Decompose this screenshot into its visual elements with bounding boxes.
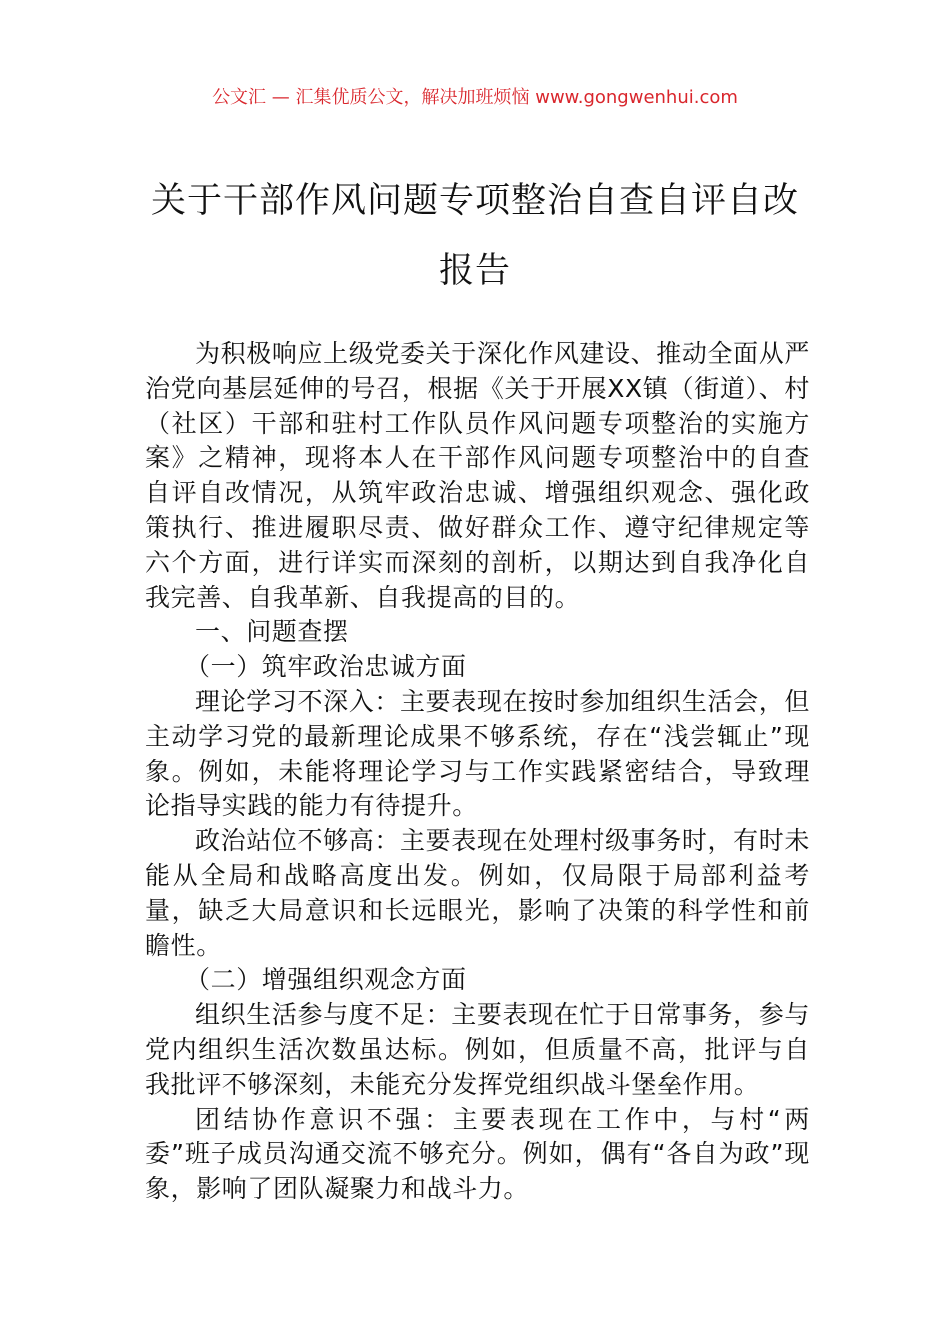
- subsection-heading-political-loyalty: （一）筑牢政治忠诚方面: [185, 652, 467, 682]
- paragraph-political-stance: 政治站位不够高：主要表现在处理村级事务时，有时未能从全局和战略高度出发。例如，仅局限于局部利益考量，缺乏大局意识和长远眼光，影响了决策的科学性和前瞻性。: [145, 826, 810, 960]
- intro-paragraph: 为积极响应上级党委关于深化作风建设、推动全面从严治党向基层延伸的号召，根据《关于开展XX镇（街道）、村（社区）干部和驻村工作队员作风问题专项整治的实施方案》之精神，现将本人在干部作风问题专项整治中的自查自评自改情况，从筑牢政治忠诚、增强组织观念、强化政策执行、推进履职尽责、做好群众工作、遵守纪律规定等六个方面，进行详实而深刻的剖析，以期达到自我净化自我完善、自我革新、自我提高的目的。: [145, 339, 810, 612]
- document-body: [145, 337, 810, 1207]
- subsection-heading-organization: （二）增强组织观念方面: [185, 965, 467, 995]
- document-title-line-1: 关于干部作风问题专项整治自查自评自改: [150, 181, 799, 221]
- paragraph-teamwork: 团结协作意识不强：主要表现在工作中，与村“两委”班子成员沟通交流不够充分。例如，偶有“各自为政”现象，影响了团队凝聚力和战斗力。: [145, 1104, 810, 1204]
- paragraph-theory-study: 理论学习不深入：主要表现在按时参加组织生活会，但主动学习党的最新理论成果不够系统，存在“浅尝辄止”现象。例如，未能将理论学习与工作实践紧密结合，导致理论指导实践的能力有待提升。: [145, 686, 810, 821]
- page-header-watermark: 公文汇 — 汇集优质公文，解决加班烦恼 www.gongwenhui.com: [212, 87, 738, 108]
- paragraph-organizational-life: 组织生活参与度不足：主要表现在忙于日常事务，参与党内组织生活次数虽达标。例如，但质量不高，批评与自我批评不够深刻，未能充分发挥党组织战斗堡垒作用。: [145, 1000, 810, 1099]
- document-title-line-2: 报告: [438, 251, 511, 291]
- section-heading-problems: 一、问题查摆: [195, 617, 349, 647]
